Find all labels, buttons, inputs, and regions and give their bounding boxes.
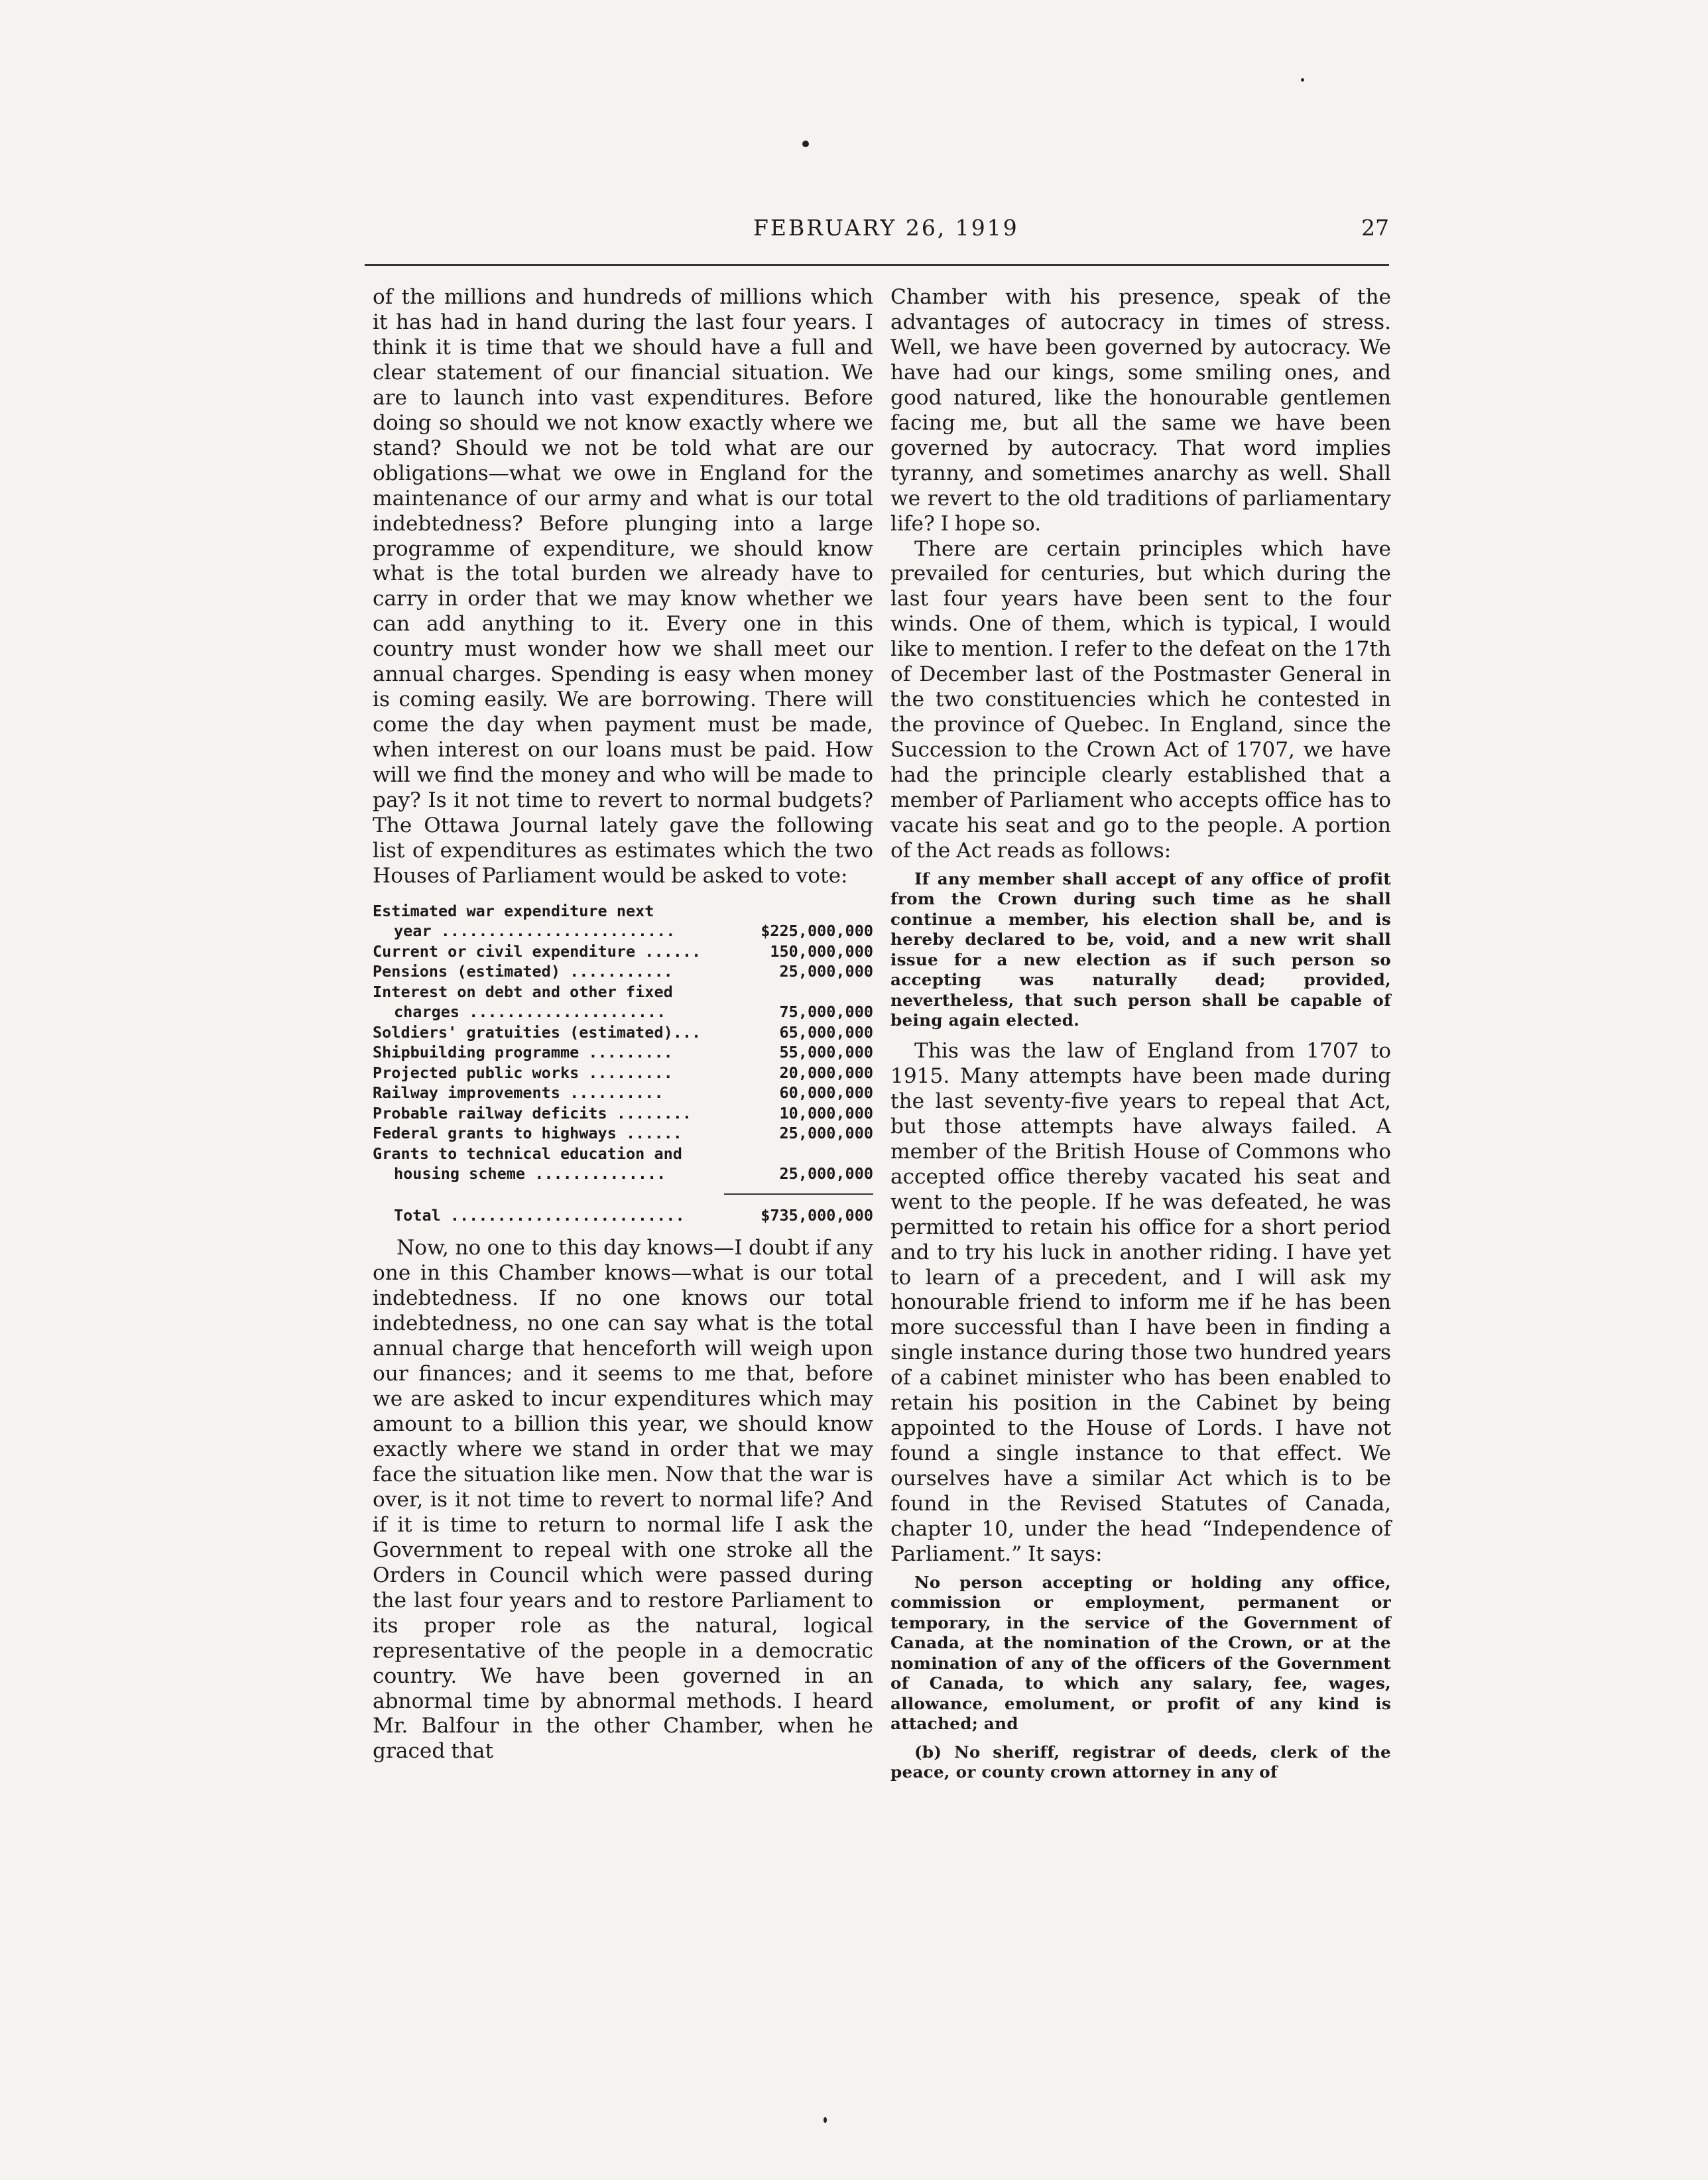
left-column	[373, 285, 873, 1764]
estimate-label: Probable railway deficits ........	[373, 1103, 692, 1122]
estimate-label: Railway improvements ..........	[373, 1083, 664, 1103]
estimate-label: charges .....................	[394, 1002, 666, 1022]
statute-quotation: No person accepting or holding any office, commission or employment, permanent or temporary, in the service of the Government of Canada, at the nomination of the Crown, or at the nomination of any of the officers of the Government of Canada, to which any salary, fee, wages, allowance, emolument, or profit of any kind is attached; and	[890, 1572, 1391, 1734]
estimate-amount: 10,000,000	[779, 1103, 873, 1122]
page-header	[365, 215, 1389, 247]
estimate-row	[373, 1042, 873, 1063]
estimate-row	[373, 1063, 873, 1083]
scan-speck	[823, 2117, 827, 2123]
scan-speck	[1301, 78, 1304, 82]
estimate-row	[373, 961, 873, 982]
estimate-row	[373, 1103, 873, 1124]
estimate-label: housing scheme ..............	[394, 1164, 666, 1183]
estimate-amount	[747, 1144, 873, 1164]
left-paragraph-1: of the millions and hundreds of millions which it has had in hand during the last four years. I think it is time that we should have a full and clear statement of our financial situation. We are to launch into vast expenditures. Before doing so should we not know exactly where we stand? Should we not be told what are our obligations—what we owe in England for the maintenance of our army and what is our total indebtedness? Before plunging into a large programme of expenditure, we should know what is the total burden we already have to carry in order that we may know whether we can add anything to it. Every one in this country must wonder how we shall meet our annual charges. Spending is easy when money is coming easily. We are borrowing. There will come the day when payment must be made, when interest on our loans must be paid. How will we find the money and who will be made to pay? Is it not time to revert to normal budgets? The Ottawa Journal lately gave the following list of expenditures as estimates which the two Houses of Parliament would be asked to vote:	[373, 285, 873, 888]
act-quotation: If any member shall accept of any office of profit from the Crown during such time as he shall continue a member, his election shall be, and is hereby declared to be, void, and a new writ shall issue for a new election as if such person so accepting was naturally dead; provided, nevertheless, that such person shall be capable of being again elected.	[890, 869, 1391, 1030]
estimate-total-amount: $735,000,000	[761, 1205, 873, 1225]
estimate-label: year .........................	[394, 922, 676, 941]
estimate-amount: $225,000,000	[761, 922, 873, 941]
estimate-label: Shipbuilding programme .........	[373, 1043, 673, 1062]
right-paragraph-3: This was the law of England from 1707 to 1915. Many attempts have been made during the last seventy-five years to repeal that Act, but those attempts have always failed. A member of the British House of Commons who accepted office thereby vacated his seat and went to the people. If he was defeated, he was permitted to retain his office for a short period and to try his luck in another riding. I have yet to learn of a precedent, and I will ask my honourable friend to inform me if he has been more successful than I have been in finding a single instance during those two hundred years of a cabinet minister who has been enabled to retain his position in the Cabinet by being appointed to the House of Lords. I have not found a single instance to that effect. We ourselves have a similar Act which is to be found in the Revised Statutes of Canada, chapter 10, under the head “Independence of Parliament.” It says:	[890, 1038, 1391, 1566]
page-number: 27	[1361, 215, 1389, 241]
estimate-row	[373, 982, 873, 1002]
estimate-amount: 25,000,000	[779, 1164, 873, 1183]
estimate-row	[373, 1164, 873, 1184]
estimate-label: Estimated war expenditure next	[373, 901, 654, 920]
estimate-row	[373, 1022, 873, 1043]
scan-speck	[802, 141, 809, 147]
estimate-row	[373, 901, 873, 922]
estimate-amount: 25,000,000	[779, 962, 873, 981]
statute-quotation-b: (b) No sheriff, registrar of deeds, clerk of the peace, or county crown attorney in any of	[890, 1742, 1391, 1782]
header-rule	[365, 264, 1389, 266]
left-paragraph-2: Now, no one to this day knows—I doubt if any one in this Chamber knows—what is our total indebtedness. If no one knows our total indebtedness, no one can say what is the total annual charge that henceforth will weigh upon our finances; and it seems to me that, before we are asked to incur expenditures which may amount to a billion this year, we should know exactly where we stand in order that we may face the situation like men. Now that the war is over, is it not time to revert to normal life? And if it is time to return to normal life I ask the Government to repeal with one stroke all the Orders in Council which were passed during the last four years and to restore Parliament to its proper role as the natural, logical representative of the people in a democratic country. We have been governed in an abnormal time by abnormal methods. I heard Mr. Balfour in the other Chamber, when he graced that	[373, 1236, 873, 1764]
estimate-total-row	[373, 1205, 873, 1226]
estimate-row	[373, 1083, 873, 1103]
estimate-label: Projected public works .........	[373, 1063, 673, 1082]
estimate-amount: 25,000,000	[779, 1124, 873, 1143]
estimate-amount	[747, 901, 873, 922]
right-column	[890, 285, 1391, 1791]
estimates-table	[373, 901, 873, 1226]
estimate-row	[373, 921, 873, 941]
estimate-label: Current or civil expenditure ......	[373, 941, 702, 961]
estimate-amount: 55,000,000	[779, 1043, 873, 1062]
estimate-label: Federal grants to highways ......	[373, 1124, 682, 1143]
estimate-label: Grants to technical education and	[373, 1144, 682, 1163]
estimate-label: Pensions (estimated) ...........	[373, 962, 673, 981]
estimate-amount: 75,000,000	[779, 1002, 873, 1022]
estimate-row	[373, 1123, 873, 1144]
estimate-amount: 20,000,000	[779, 1063, 873, 1082]
estimate-label: Soldiers' gratuities (estimated)...	[373, 1022, 702, 1042]
total-rule	[724, 1193, 873, 1195]
estimate-row	[373, 1002, 873, 1022]
right-paragraph-1: Chamber with his presence, speak of the advantages of autocracy in times of stress. Well, we have been governed by autocracy. We have had our kings, some smiling ones, and good natured, like the honourable gentlemen facing me, but all the same we have been governed by autocracy. That word implies tyranny, and sometimes anarchy as well. Shall we revert to the old traditions of parliamentary life? I hope so.	[890, 285, 1391, 536]
estimate-amount: 65,000,000	[779, 1022, 873, 1042]
estimate-amount	[747, 982, 873, 1002]
estimate-row	[373, 1144, 873, 1164]
page-date: FEBRUARY 26, 1919	[753, 215, 1019, 241]
estimate-total-label: Total .........................	[394, 1205, 685, 1225]
right-paragraph-2: There are certain principles which have prevailed for centuries, but which during the last four years have been sent to the four winds. One of them, which is typical, I would like to mention. I refer to the defeat on the 17th of December last of the Postmaster General in the two constituencies which he contested in the province of Quebec. In England, since the Succession to the Crown Act of 1707, we have had the principle clearly established that a member of Parliament who accepts office has to vacate his seat and go to the people. A portion of the Act reads as follows:	[890, 536, 1391, 863]
estimate-label: Interest on debt and other fixed	[373, 982, 673, 1001]
estimate-amount: 60,000,000	[779, 1083, 873, 1103]
estimate-amount: 150,000,000	[770, 941, 873, 961]
estimate-row	[373, 941, 873, 962]
